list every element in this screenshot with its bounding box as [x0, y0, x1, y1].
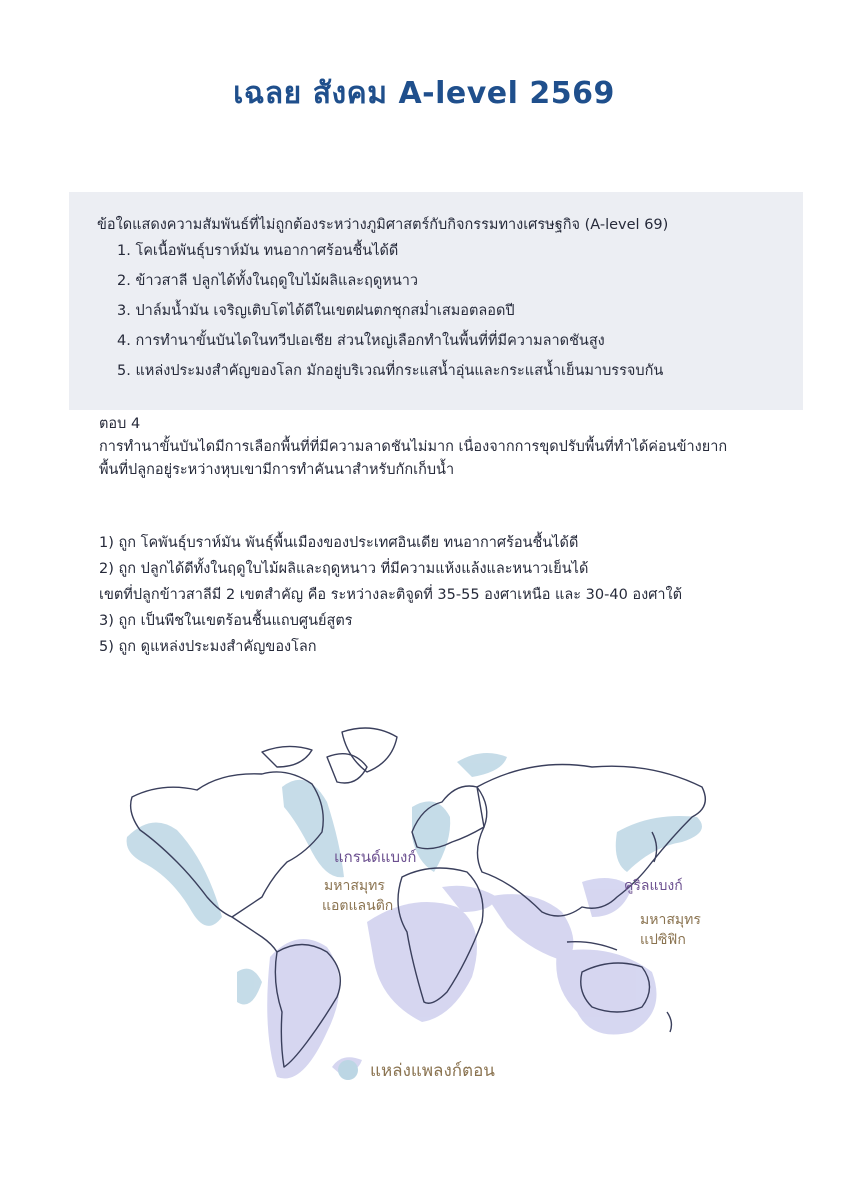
question-text: ข้อใดแสดงความสัมพันธ์ที่ไม่ถูกต้องระหว่างภูมิศาสตร์กับกิจกรรมทางเศรษฐกิจ (A-level 69): [97, 217, 669, 233]
choice-item: 4. การทำนาขั้นบันไดในทวีปเอเชีย ส่วนใหญ่เลือกทำในพื้นที่ที่มีความลาดชันสูง: [117, 333, 605, 349]
choice-item: 3. ปาล์มน้ำมัน เจริญเติบโตได้ดีในเขตฝนตกชุกสม่ำเสมอตลอดปี: [117, 303, 515, 319]
answer-label: ตอบ 4: [99, 416, 141, 432]
choice-list: [117, 241, 663, 391]
answer-reason: การทำนาขั้นบันไดมีการเลือกพื้นที่ที่มีความลาดชันไม่มาก เนื่องจากการขุดปรับพื้นที่ทำได้ค่อนข้างยาก: [99, 439, 728, 455]
explanation-item: 5) ถูก ดูแหล่งประมงสำคัญของโลก: [99, 639, 317, 655]
choice-item: 2. ข้าวสาลี ปลูกได้ทั้งในฤดูใบไม้ผลิและฤดูหนาว: [117, 273, 419, 289]
answer-block: [99, 413, 727, 482]
label-grand-banks: แกรนด์แบงก์: [334, 848, 417, 866]
explanation-list: [99, 530, 682, 660]
explanation-item: 1) ถูก โคพันธุ์บราห์มัน พันธุ์พื้นเมืองของประเทศอินเดีย ทนอากาศร้อนชื้นได้ดี: [99, 535, 579, 551]
explanation-item: 3) ถูก เป็นพืชในเขตร้อนชื้นแถบศูนย์สูตร: [99, 613, 353, 629]
legend-swatch: [338, 1060, 358, 1080]
answer-reason: พื้นที่ปลูกอยู่ระหว่างหุบเขามีการทำคันนาสำหรับกักเก็บน้ำ: [99, 462, 455, 478]
choice-item: 1. โคเนื้อพันธุ์บราห์มัน ทนอากาศร้อนชื้นได้ดี: [117, 243, 399, 259]
label-kuril-banks: คูริลแบงก์: [624, 878, 683, 894]
world-fishing-map: [112, 712, 732, 1092]
label-pacific: มหาสมุทร: [640, 912, 701, 928]
legend-label: แหล่งแพลงก์ตอน: [370, 1061, 495, 1081]
explanation-item: 2) ถูก ปลูกได้ดีทั้งในฤดูใบไม้ผลิและฤดูหนาว ที่มีความแห้งแล้งและหนาวเย็นได้: [99, 561, 589, 577]
label-atlantic: แอตแลนติก: [322, 898, 394, 914]
choice-item: 5. แหล่งประมงสำคัญของโลก มักอยู่บริเวณที่กระแสน้ำอุ่นและกระแสน้ำเย็นมาบรรจบกัน: [117, 363, 664, 379]
page-title: เฉลย สังคม A-level 2569: [233, 76, 615, 111]
label-atlantic: มหาสมุทร: [324, 878, 385, 894]
explanation-item: เขตที่ปลูกข้าวสาลีมี 2 เขตสำคัญ คือ ระหว่างละติจูดที่ 35-55 องศาเหนือ และ 30-40 องศาใต้: [99, 587, 683, 603]
label-pacific: แปซิฟิก: [640, 932, 686, 948]
